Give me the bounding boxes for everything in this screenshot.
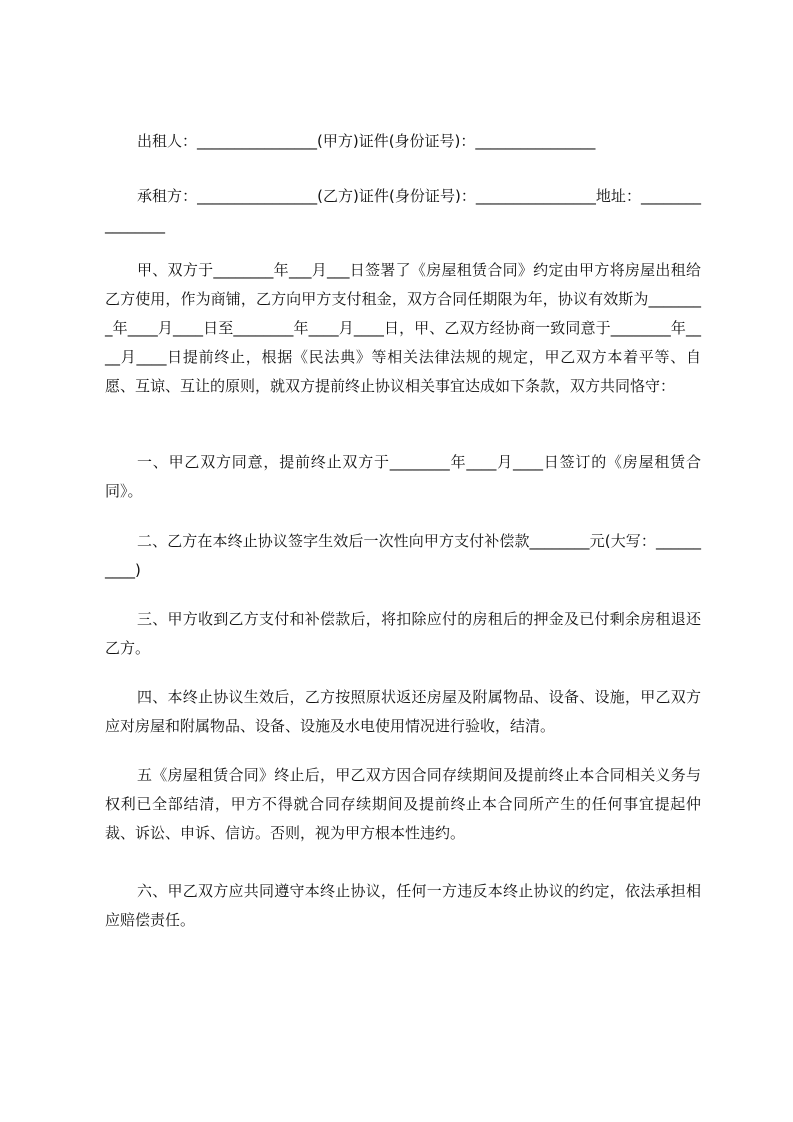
clause-6-paragraph: 六、甲乙双方应共同遵守本终止协议，任何一方违反本终止协议的约定，依法承担相应赔偿责任。	[105, 882, 701, 929]
clause-3-paragraph: 三、甲方收到乙方支付和补偿款后，将扣除应付的房租后的押金及已付剩余房租退还乙方。	[105, 610, 701, 657]
clause-4-paragraph: 四、本终止协议生效后，乙方按照原状返还房屋及附属物品、设备、设施，甲乙双方应对房屋和附属物品、设备、设施及水电使用情况进行验收，结清。	[105, 688, 701, 735]
clause-2-paragraph: 二、乙方在本终止协议签字生效后一次性向甲方支付补偿款________元(大写：__________)	[105, 532, 701, 579]
lessee-line: 承租方：________________(乙方)证件(身份证号)：________________地址：________________	[105, 187, 701, 234]
lessor-line: 出租人：________________(甲方)证件(身份证号)：________________	[137, 132, 596, 150]
preamble-paragraph: 甲、双方于________年___月___日签署了《房屋租赁合同》约定由甲方将房屋出租给乙方使用，作为商铺，乙方向甲方支付租金，双方合同任期限为年，协议有效斯为________年____月____日至________年____月____日，甲、乙双方经协商一致同意于________年____月____日提前终止，根据《民法典》等相关法律法规的规定，甲乙双方本着平等、自愿、互谅、互让的原则，就双方提前终止协议相关事宜达成如下条款，双方共同恪守：	[105, 261, 701, 395]
clause-1-paragraph: 一、甲乙双方同意，提前终止双方于________年____月____日签订的《房屋租赁合同》。	[105, 453, 701, 500]
clause-5-paragraph: 五《房屋租赁合同》终止后，甲乙双方因合同存续期间及提前终止本合同相关义务与权利已全部结清，甲方不得就合同存续期间及提前终止本合同所产生的任何事宜提起仲裁、诉讼、申诉、信访。否则，视为甲方根本性违约。	[105, 766, 701, 842]
